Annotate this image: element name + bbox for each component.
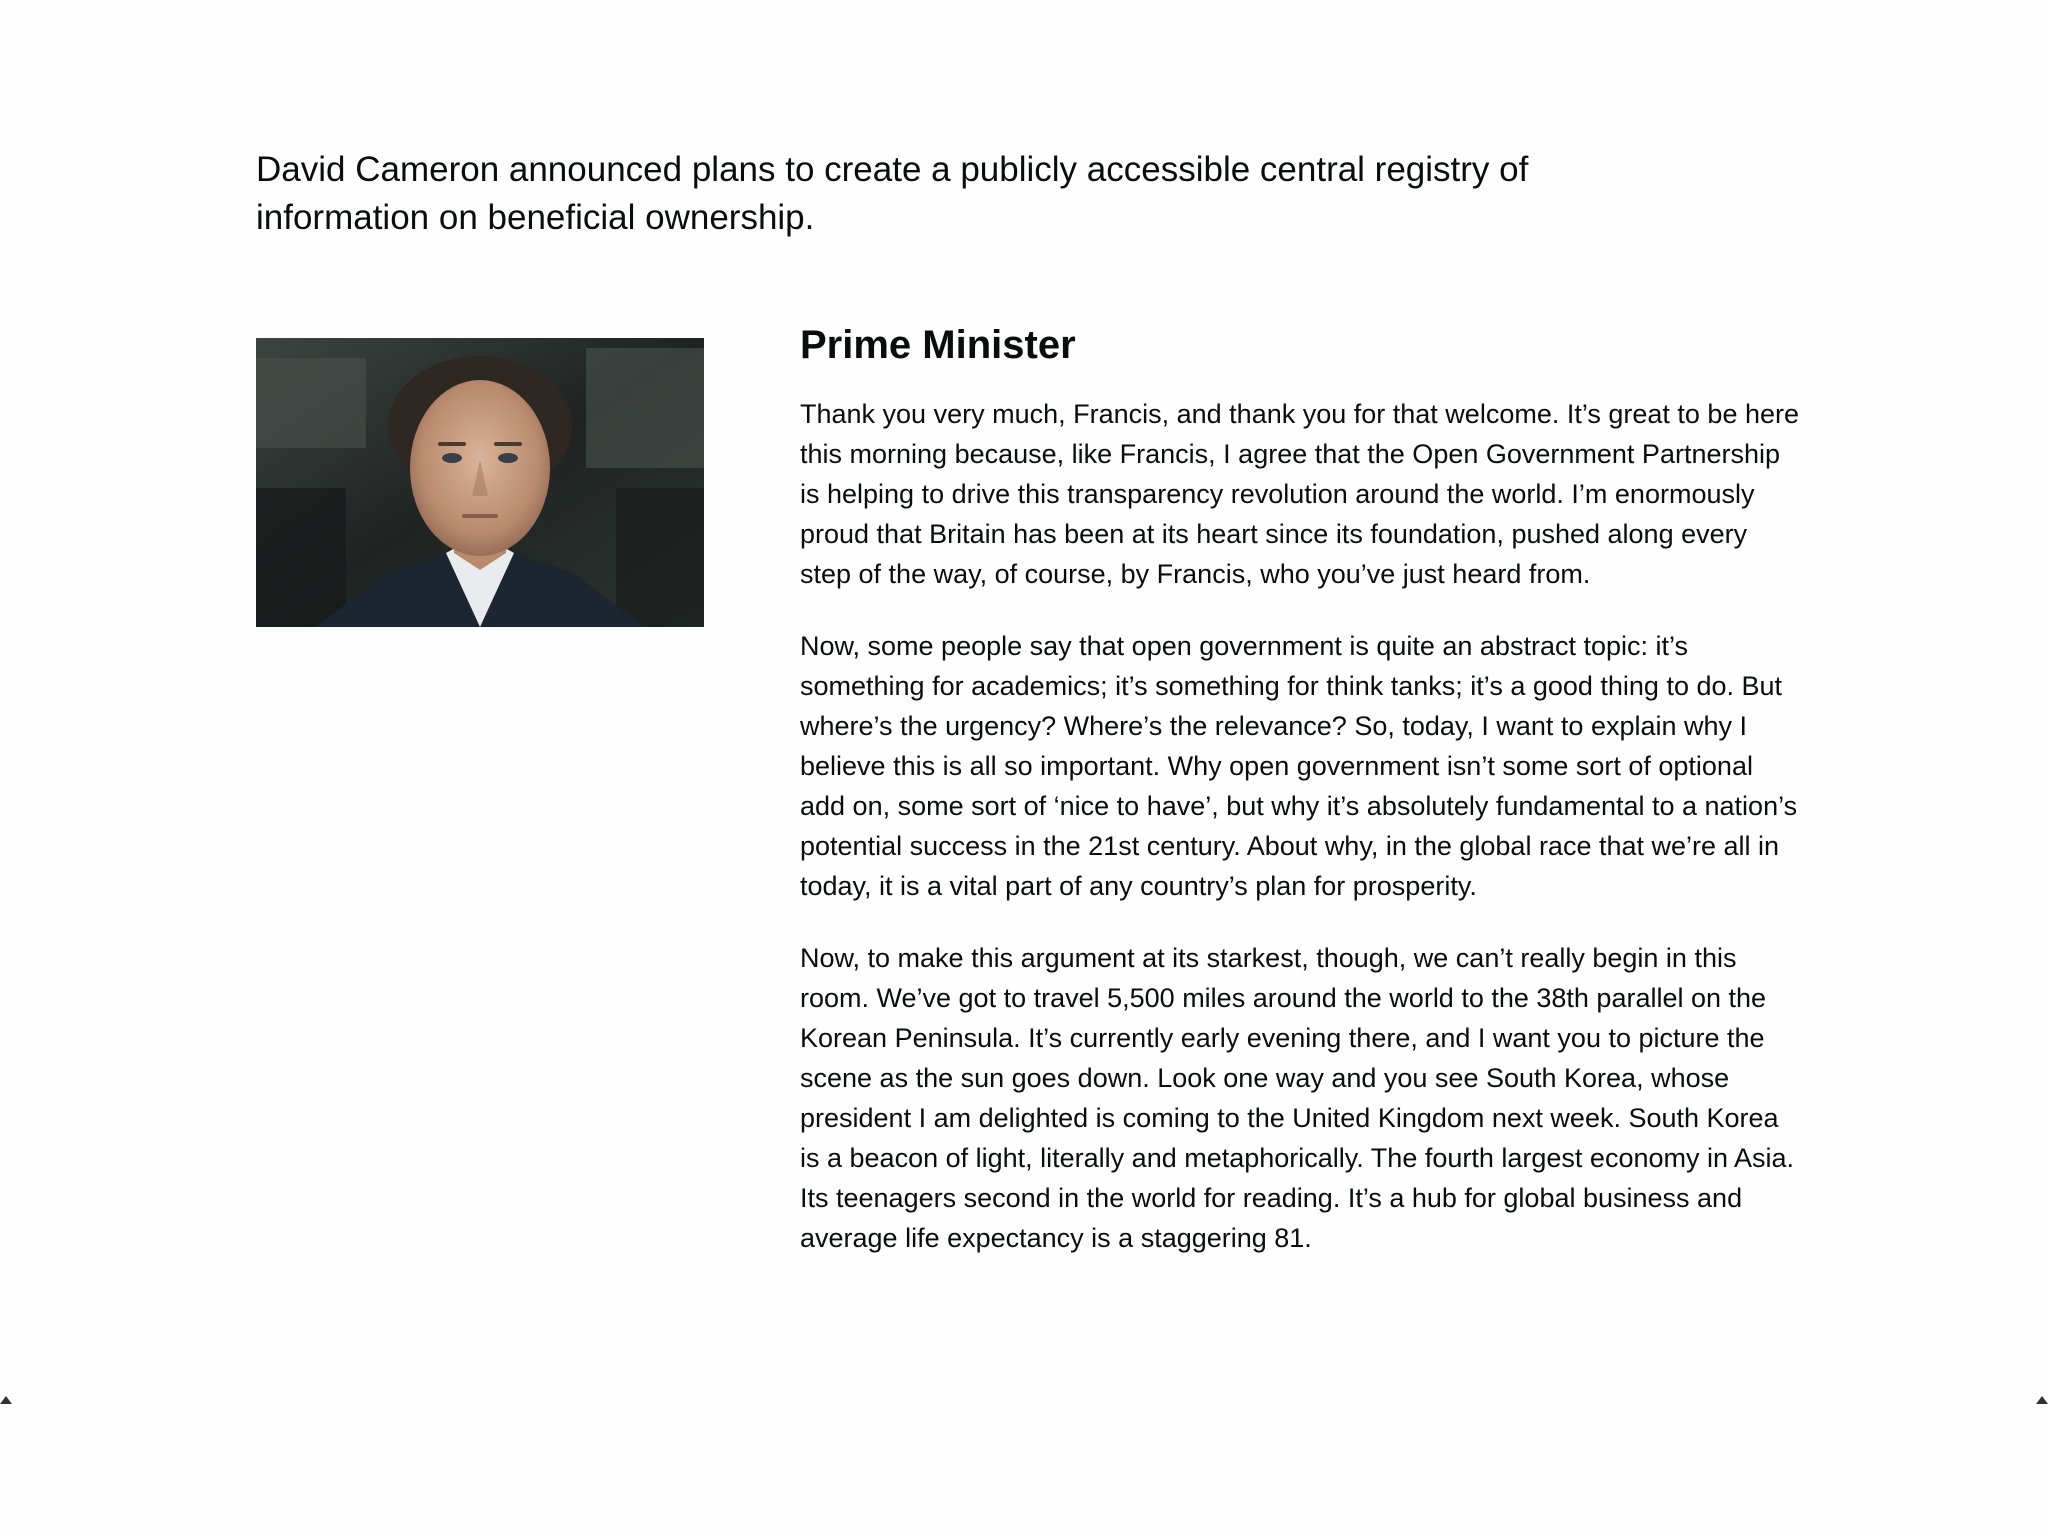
corner-marker-right: [2036, 1396, 2048, 1404]
corner-marker-left: [0, 1396, 12, 1404]
speaker-portrait: [256, 338, 704, 627]
speech-content: [800, 318, 1800, 1290]
speech-paragraph: Now, some people say that open government is quite an abstract topic: it’s something for academics; it’s something for think tanks; it’s a good thing to do. But where’s the urgency? Where’s the relevance? So, today, I want to explain why I believe this is all so important. Why open government isn’t some sort of optional add on, some sort of ‘nice to have’, but why it’s absolutely fundamental to a nation’s potential success in the 21st century. About why, in the global race that we’re all in today, it is a vital part of any country’s plan for prosperity.: [800, 631, 1798, 901]
speech-paragraph: Thank you very much, Francis, and thank you for that welcome. It’s great to be here this morning because, like Francis, I agree that the Open Government Partnership is helping to drive this transparency revolution around the world. I’m enormously proud that Britain has been at its heart since its foundation, pushed along every step of the way, of course, by Francis, who you’ve just heard from.: [800, 399, 1799, 589]
portrait-photo-icon: [256, 338, 704, 627]
article-summary: David Cameron announced plans to create a publicly accessible central registry of information on beneficial ownership.: [256, 150, 1529, 237]
speaker-heading: Prime Minister: [800, 323, 1076, 367]
speech-paragraph: Now, to make this argument at its starkest, though, we can’t really begin in this room. We’ve got to travel 5,500 miles around the world to the 38th parallel on the Korean Peninsula. It’s currently early evening there, and I want you to picture the scene as the sun goes down. Look one way and you see South Korea, whose president I am delighted is coming to the United Kingdom next week. South Korea is a beacon of light, literally and metaphorically. The fourth largest economy in Asia. Its teenagers second in the world for reading. It’s a hub for global business and average life expectancy is a staggering 81.: [800, 943, 1795, 1253]
